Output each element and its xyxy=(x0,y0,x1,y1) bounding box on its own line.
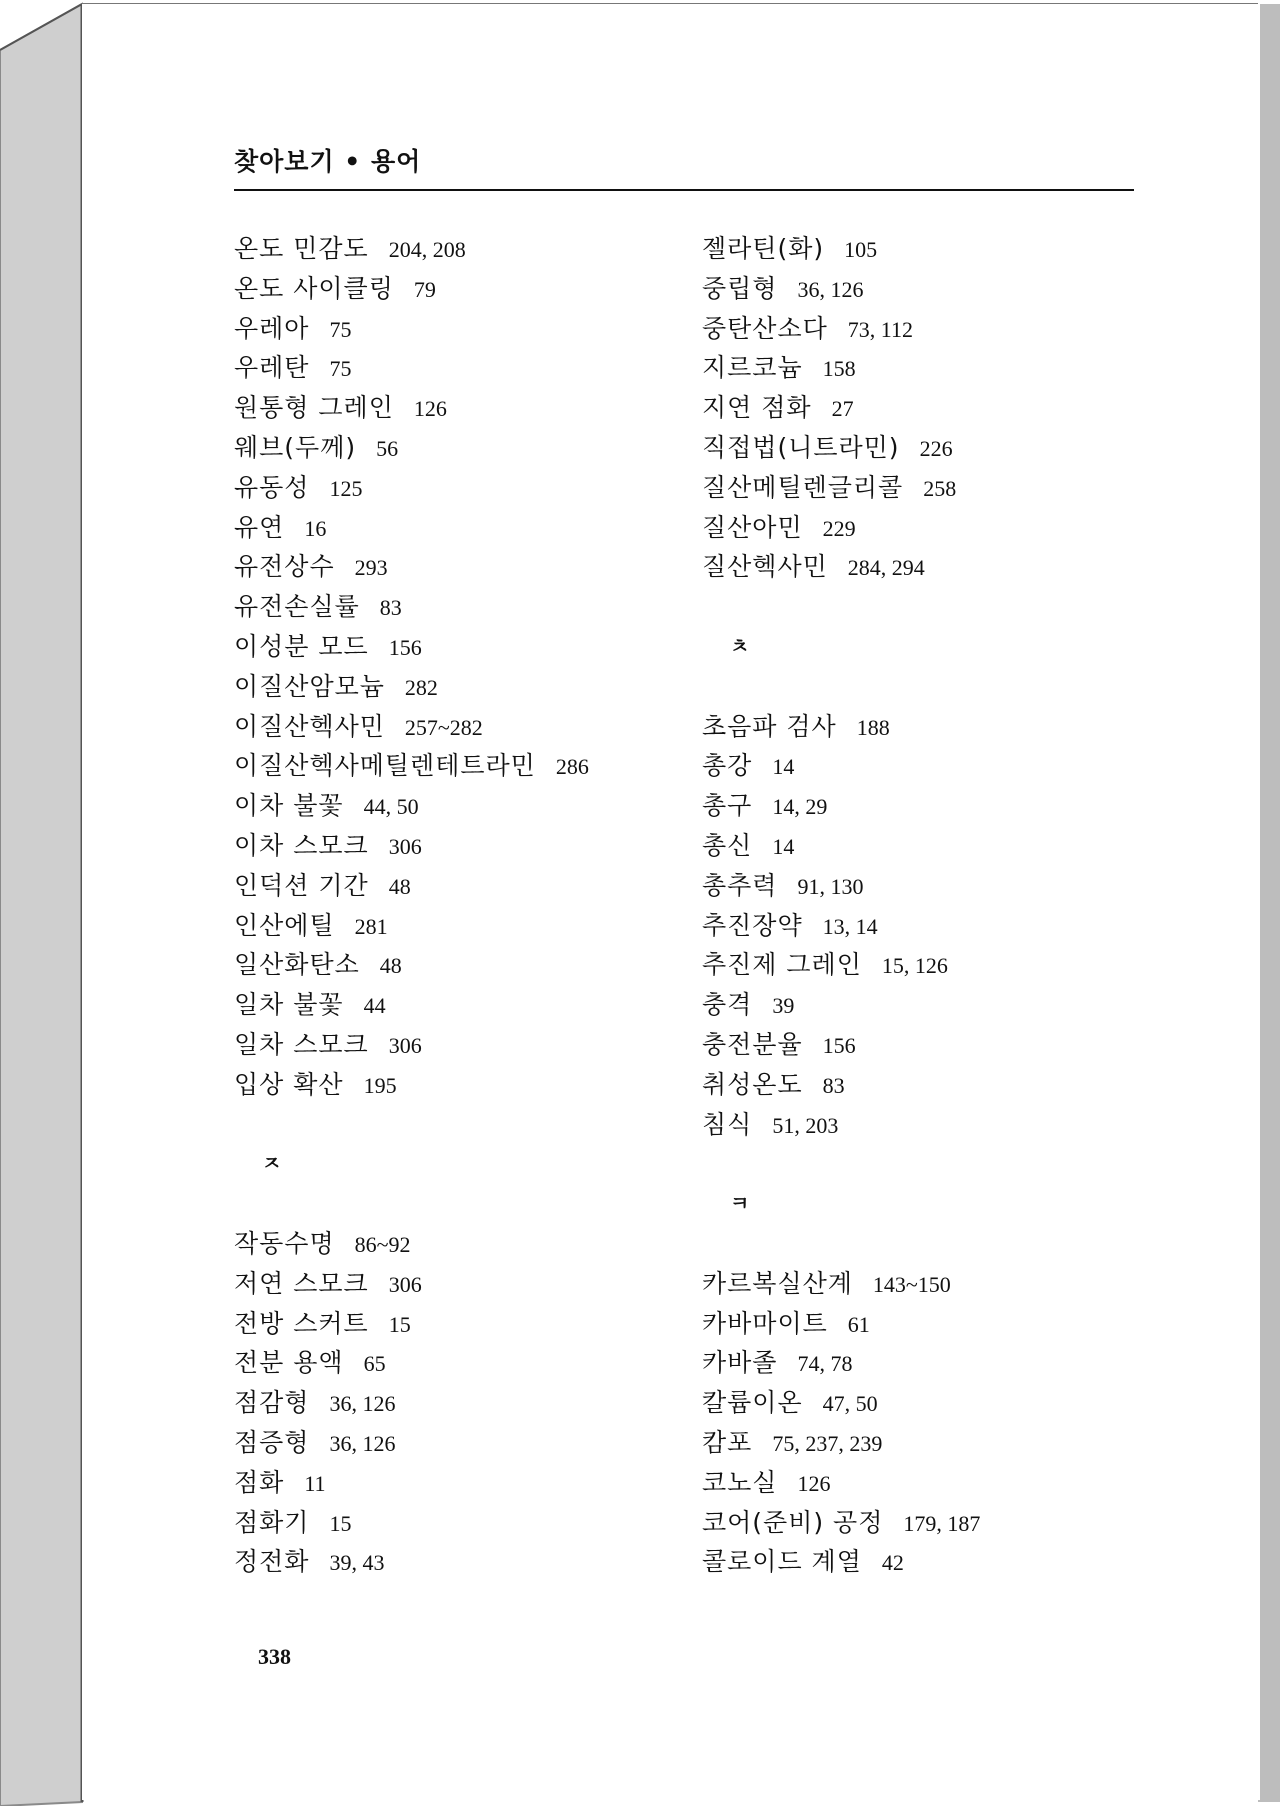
section-spacer xyxy=(702,1144,1142,1184)
index-pages: 42 xyxy=(881,1550,904,1576)
index-pages: 126 xyxy=(797,1470,831,1496)
index-pages: 75, 237, 239 xyxy=(772,1430,883,1456)
index-pages: 195 xyxy=(363,1072,397,1098)
index-entry xyxy=(234,547,674,587)
index-entry xyxy=(234,1343,674,1383)
index-entry xyxy=(234,1065,674,1105)
index-term: 직접법(니트라민) xyxy=(702,432,900,462)
index-entry xyxy=(234,1304,674,1344)
section-spacer xyxy=(234,1105,674,1145)
index-term: 일산화탄소 xyxy=(234,950,360,980)
index-entry xyxy=(234,1025,674,1065)
index-entry xyxy=(234,348,674,388)
index-pages: 15, 126 xyxy=(881,953,948,979)
index-entry xyxy=(234,1224,674,1264)
index-term: 이질산암모늄 xyxy=(234,671,385,701)
index-term: 지르코늄 xyxy=(702,353,803,383)
index-term: 총구 xyxy=(702,791,753,821)
index-pages: 14 xyxy=(772,833,795,859)
index-entry xyxy=(234,627,674,667)
index-pages: 258 xyxy=(923,475,957,501)
index-term: 점감형 xyxy=(234,1388,310,1418)
index-term: 유동성 xyxy=(234,472,310,502)
index-entry xyxy=(234,866,674,906)
index-entry xyxy=(234,707,674,747)
index-pages: 284, 294 xyxy=(847,555,925,581)
index-entry xyxy=(234,1542,674,1582)
index-pages: 204, 208 xyxy=(388,237,466,262)
index-pages: 15 xyxy=(329,1510,352,1536)
index-term: 충전분율 xyxy=(702,1029,803,1059)
index-entry xyxy=(234,945,674,985)
index-pages: 14 xyxy=(772,754,795,780)
index-term: 이차 불꽃 xyxy=(234,791,344,821)
header-divider xyxy=(234,189,1134,191)
index-term: 전분 용액 xyxy=(234,1348,344,1378)
index-term: 추진제 그레인 xyxy=(702,950,862,980)
index-term: 점화 xyxy=(234,1467,285,1497)
index-pages: 39 xyxy=(772,993,795,1019)
page-number: 338 xyxy=(258,1644,291,1669)
index-page xyxy=(82,4,1260,1800)
index-entry xyxy=(234,508,674,548)
index-entry xyxy=(702,1463,1142,1503)
index-term: 추진장약 xyxy=(702,910,803,940)
index-term: 이질산헥사메틸렌테트라민 xyxy=(234,751,536,781)
index-pages: 44, 50 xyxy=(363,794,419,820)
index-term: 온도 민감도 xyxy=(234,234,369,263)
index-pages: 126 xyxy=(413,396,447,422)
index-pages: 83 xyxy=(379,595,402,621)
index-pages: 105 xyxy=(844,237,878,262)
index-term: 총강 xyxy=(702,751,753,781)
index-entry xyxy=(702,1065,1142,1105)
index-entry xyxy=(234,1463,674,1503)
index-entry xyxy=(702,269,1142,309)
index-entry xyxy=(702,428,1142,468)
index-pages: 188 xyxy=(856,714,890,740)
index-entry xyxy=(702,309,1142,349)
section-heading: ㅋ xyxy=(730,1191,750,1216)
index-term: 캄포 xyxy=(702,1427,753,1457)
index-term: 카르복실산계 xyxy=(702,1268,853,1298)
index-term: 이차 스모크 xyxy=(234,830,369,860)
index-pages: 48 xyxy=(379,953,402,979)
section-heading: ㅈ xyxy=(262,1151,282,1176)
index-pages: 39, 43 xyxy=(329,1550,385,1576)
index-pages: 281 xyxy=(354,913,388,939)
index-entry xyxy=(702,707,1142,747)
index-term: 원통형 그레인 xyxy=(234,393,394,423)
index-term: 충격 xyxy=(702,990,753,1020)
index-entry xyxy=(234,906,674,946)
index-pages: 306 xyxy=(388,833,422,859)
index-term: 일차 스모크 xyxy=(234,1029,369,1059)
index-entry xyxy=(234,229,674,269)
index-entry xyxy=(702,866,1142,906)
index-pages: 156 xyxy=(822,1032,856,1058)
index-pages: 79 xyxy=(413,276,436,302)
index-pages: 47, 50 xyxy=(822,1391,878,1417)
index-entry xyxy=(702,388,1142,428)
index-pages: 83 xyxy=(822,1072,845,1098)
index-term: 이성분 모드 xyxy=(234,631,369,661)
index-entry xyxy=(234,269,674,309)
index-entry xyxy=(702,1343,1142,1383)
index-entry xyxy=(702,826,1142,866)
index-term: 코어(준비) 공정 xyxy=(702,1507,884,1537)
index-pages: 306 xyxy=(388,1271,422,1297)
index-term: 젤라틴(화) xyxy=(702,234,825,263)
index-pages: 48 xyxy=(388,873,411,899)
index-pages: 44 xyxy=(363,993,386,1019)
index-entry xyxy=(702,786,1142,826)
index-pages: 86~92 xyxy=(354,1231,411,1257)
index-entry xyxy=(234,1383,674,1423)
index-entry xyxy=(702,1025,1142,1065)
index-term: 정전화 xyxy=(234,1547,310,1577)
index-pages: 56 xyxy=(376,435,399,461)
index-entry xyxy=(702,906,1142,946)
index-pages: 75 xyxy=(329,316,352,342)
index-entry xyxy=(702,508,1142,548)
index-term: 유연 xyxy=(234,512,285,542)
index-pages: 11 xyxy=(304,1470,326,1496)
section-spacer xyxy=(702,587,1142,627)
index-term: 입상 확산 xyxy=(234,1069,344,1099)
index-entry xyxy=(702,1383,1142,1423)
index-entry xyxy=(234,1423,674,1463)
index-entry xyxy=(702,746,1142,786)
index-pages: 91, 130 xyxy=(797,873,864,899)
right-column xyxy=(702,229,1142,1582)
index-entry xyxy=(234,428,674,468)
index-term: 유전손실률 xyxy=(234,592,360,622)
left-column xyxy=(234,229,674,1582)
index-term: 우레아 xyxy=(234,313,310,343)
index-entry xyxy=(234,1503,674,1543)
index-term: 취성온도 xyxy=(702,1069,803,1099)
index-pages: 61 xyxy=(847,1311,870,1337)
index-pages: 179, 187 xyxy=(903,1510,981,1536)
index-entry xyxy=(234,985,674,1025)
index-entry xyxy=(234,746,674,786)
index-entry xyxy=(234,388,674,428)
index-term: 중탄산소다 xyxy=(702,313,828,343)
index-pages: 73, 112 xyxy=(847,316,913,342)
index-term: 웨브(두께) xyxy=(234,432,357,462)
index-pages: 229 xyxy=(822,515,856,541)
index-term: 저연 스모크 xyxy=(234,1268,369,1298)
index-term: 코노실 xyxy=(702,1467,778,1497)
index-term: 질산메틸렌글리콜 xyxy=(702,472,904,502)
index-entry xyxy=(702,1542,1142,1582)
index-term: 점화기 xyxy=(234,1507,310,1537)
index-entry xyxy=(702,547,1142,587)
index-pages: 14, 29 xyxy=(772,794,828,820)
index-term: 작동수명 xyxy=(234,1228,335,1258)
index-term: 인덕션 기간 xyxy=(234,870,369,900)
index-entry xyxy=(702,1304,1142,1344)
index-pages: 306 xyxy=(388,1032,422,1058)
index-pages: 156 xyxy=(388,634,422,660)
index-term: 점증형 xyxy=(234,1427,310,1457)
index-term: 침식 xyxy=(702,1109,753,1139)
index-term: 일차 불꽃 xyxy=(234,990,344,1020)
index-entry xyxy=(702,985,1142,1025)
section-spacer xyxy=(702,1224,1142,1264)
index-term: 콜로이드 계열 xyxy=(702,1547,862,1577)
index-pages: 36, 126 xyxy=(329,1391,396,1417)
index-entry xyxy=(234,468,674,508)
section-spacer xyxy=(702,667,1142,707)
index-pages: 36, 126 xyxy=(329,1430,396,1456)
index-term: 인산에틸 xyxy=(234,910,335,940)
section-spacer xyxy=(234,1184,674,1224)
index-term: 이질산헥사민 xyxy=(234,711,385,741)
index-pages: 27 xyxy=(831,396,854,422)
index-pages: 16 xyxy=(304,515,327,541)
index-entry xyxy=(702,1264,1142,1304)
index-term: 유전상수 xyxy=(234,552,335,582)
index-term: 전방 스커트 xyxy=(234,1308,369,1338)
index-entry xyxy=(702,945,1142,985)
index-pages: 226 xyxy=(919,435,953,461)
index-pages: 257~282 xyxy=(404,714,483,740)
page-title: 찾아보기 • 용어 xyxy=(234,147,422,176)
index-term: 질산아민 xyxy=(702,512,803,542)
index-pages: 125 xyxy=(329,475,363,501)
index-entry xyxy=(234,667,674,707)
index-term: 총추력 xyxy=(702,870,778,900)
index-entry xyxy=(702,348,1142,388)
index-term: 초음파 검사 xyxy=(702,711,837,741)
index-term: 중립형 xyxy=(702,273,778,303)
index-entry xyxy=(234,309,674,349)
index-pages: 143~150 xyxy=(872,1271,951,1297)
index-term: 칼륨이온 xyxy=(702,1388,803,1418)
index-pages: 74, 78 xyxy=(797,1351,853,1377)
section-heading: ㅊ xyxy=(730,633,750,658)
index-term: 총신 xyxy=(702,830,753,860)
index-entry xyxy=(702,1423,1142,1463)
index-pages: 158 xyxy=(822,356,856,382)
index-term: 질산헥사민 xyxy=(702,552,828,582)
index-pages: 51, 203 xyxy=(772,1112,839,1138)
index-entry xyxy=(234,826,674,866)
index-entry xyxy=(234,786,674,826)
index-entry xyxy=(234,587,674,627)
index-pages: 282 xyxy=(404,674,438,700)
index-entry xyxy=(234,1264,674,1304)
index-entry xyxy=(702,468,1142,508)
index-entry xyxy=(702,1105,1142,1145)
index-term: 지연 점화 xyxy=(702,393,812,423)
index-pages: 286 xyxy=(555,754,589,780)
index-pages: 293 xyxy=(354,555,388,581)
index-term: 카바마이트 xyxy=(702,1308,828,1338)
index-pages: 65 xyxy=(363,1351,386,1377)
index-term: 우레탄 xyxy=(234,353,310,383)
index-entry xyxy=(702,229,1142,269)
index-pages: 75 xyxy=(329,356,352,382)
index-pages: 13, 14 xyxy=(822,913,878,939)
index-term: 온도 사이클링 xyxy=(234,273,394,303)
index-term: 카바졸 xyxy=(702,1348,778,1378)
index-pages: 15 xyxy=(388,1311,411,1337)
index-entry xyxy=(702,1503,1142,1543)
index-pages: 36, 126 xyxy=(797,276,864,302)
